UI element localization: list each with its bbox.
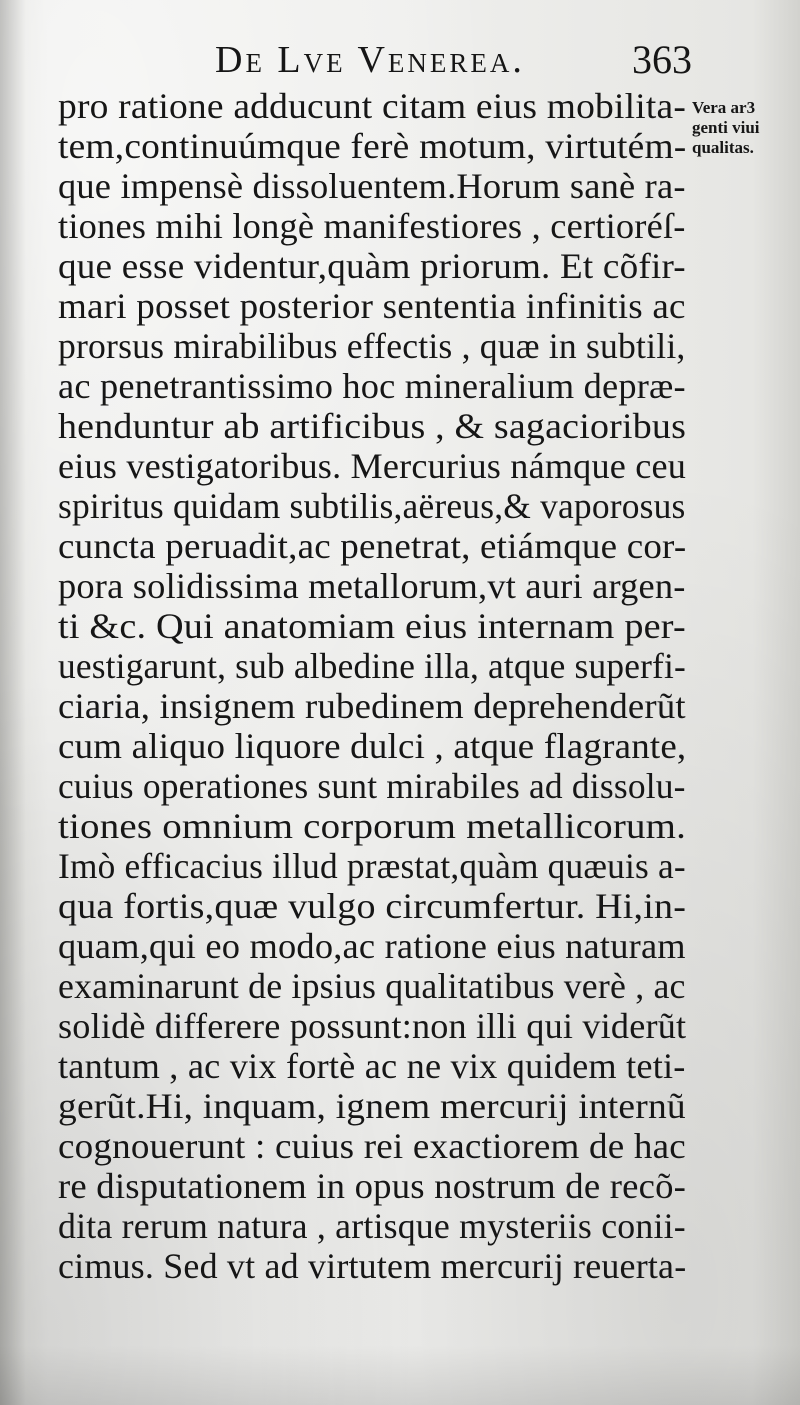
- text-line: cum aliquo liquore dulci , atque flagrante,: [58, 726, 687, 766]
- text-line: tiones mihi longè manifestiores , certioréſ-: [58, 206, 686, 246]
- text-line: qua fortis,quæ vulgo circumfertur. Hi,in-: [58, 886, 687, 926]
- text-line: re disputationem in opus nostrum de recõ-: [58, 1166, 687, 1206]
- text-line: spiritus quidam subtilis,aëreus,& vaporosus: [58, 486, 686, 526]
- text-line: que esse videntur,quàm priorum. Et cõfir-: [58, 246, 686, 286]
- text-line: cimus. Sed vt ad virtutem mercurij reuerta-: [58, 1246, 687, 1286]
- text-line: cuius operationes sunt mirabiles ad dissolu-: [58, 766, 686, 806]
- text-line: tantum , ac vix fortè ac ne vix quidem teti-: [58, 1046, 686, 1086]
- page-number: 363: [632, 37, 692, 82]
- spine-shadow: [0, 0, 26, 1405]
- text-line: ciaria, insignem rubedinem deprehenderũt: [58, 686, 686, 726]
- marginal-note-line: qualitas.: [692, 138, 754, 157]
- text-line: cuncta peruadit,ac penetrat, etiámque cor-: [58, 526, 687, 566]
- text-line: eius vestigatoribus. Mercurius námque ceu: [58, 446, 687, 486]
- text-line: pro ratione adducunt citam eius mobilita-: [58, 86, 687, 126]
- text-line: pora solidissima metallorum,vt auri argen-: [58, 566, 686, 606]
- marginal-note: [692, 98, 800, 158]
- text-line: cognouerunt : cuius rei exactiorem de hac: [58, 1126, 686, 1166]
- marginal-note-line: Vera ar3: [692, 98, 756, 117]
- text-line: tem,continuúmque ferè motum, virtutém-: [58, 126, 687, 166]
- text-line: ti &c. Qui anatomiam eius internam per-: [58, 606, 686, 646]
- text-line: quam,qui eo modo,ac ratione eius naturam: [58, 926, 686, 966]
- text-line: gerũt.Hi, inquam, ignem mercurij internũ: [58, 1086, 686, 1126]
- text-line: ac penetrantissimo hoc mineralium depræ-: [58, 366, 686, 406]
- text-line: que impensè dissoluentem.Horum sanè ra-: [58, 166, 686, 206]
- text-line: mari posset posterior sententia infinitis ac: [58, 286, 686, 326]
- text-line: solidè differere possunt:non illi qui viderũt: [58, 1006, 687, 1046]
- text-line: tiones omnium corporum metallicorum.: [58, 806, 687, 846]
- running-head: De Lve Venerea.: [215, 39, 525, 81]
- bottom-shadow: [0, 1345, 800, 1405]
- text-line: Imò efficacius illud præstat,quàm quæuis a-: [58, 846, 686, 886]
- text-line: examinarunt de ipsius qualitatibus verè , ac: [58, 966, 686, 1006]
- text-line: henduntur ab artificibus , & sagacioribus: [58, 406, 687, 446]
- marginal-note-line: genti viui: [692, 118, 760, 137]
- text-line: prorsus mirabilibus effectis , quæ in subtili,: [58, 326, 686, 366]
- text-line: dita rerum natura , artisque mysteriis conii-: [58, 1206, 686, 1246]
- text-line: uestigarunt, sub albedine illa, atque superfi-: [58, 646, 686, 686]
